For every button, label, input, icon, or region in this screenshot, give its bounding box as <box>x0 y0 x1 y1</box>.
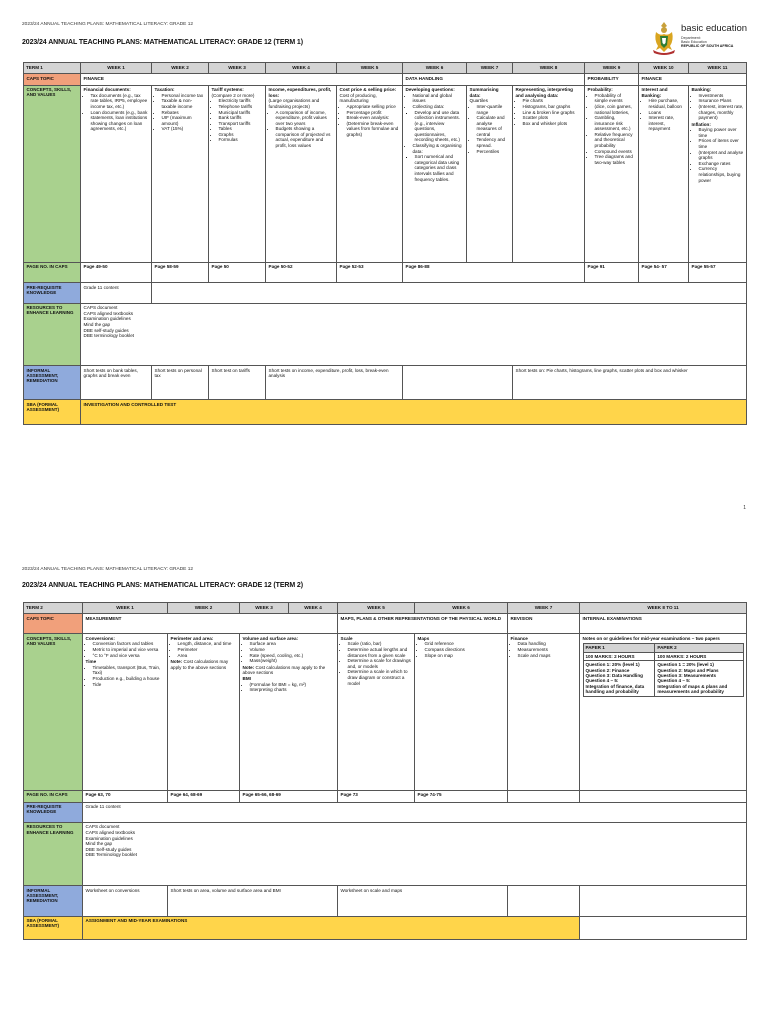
caps-topic-row-2 <box>24 614 747 634</box>
paper-2-label: PAPER 2 <box>655 644 743 652</box>
concepts-label: CONCEPTS, SKILLS, AND VALUES <box>24 85 81 262</box>
paper-1-label: PAPER 1 <box>583 644 655 652</box>
header-week-2: WEEK 2 <box>152 63 209 74</box>
page-title-2: 2023/24 ANNUAL TEACHING PLANS: MATHEMATICAL LITERACY: GRADE 12 (TERM 2) <box>22 582 303 589</box>
header-row <box>24 63 747 74</box>
page-number: 1 <box>743 505 746 511</box>
header-t2-week-5: WEEK 5 <box>338 603 415 614</box>
running-header: 2023/24 ANNUAL TEACHING PLANS: MATHEMATICAL LITERACY: GRADE 12 <box>22 22 194 27</box>
header-row-2 <box>24 603 747 614</box>
term1-table <box>23 62 747 425</box>
informal-t2-week-2-4: Short tests on area, volume and surface area and BMI <box>168 886 338 916</box>
sba-value-2: ASSIGNMENT AND MID-YEAR EXAMINATIONS <box>83 916 580 939</box>
sba-label: SBA (FORMAL ASSESSMENT) <box>24 400 81 425</box>
concepts-week-3: Tariff systems: (Compare 2 or more) • Electricity tariffs • Telephone tariffs • Municipal tariffs • Bank tariffs • Transport tariffs • Tables • Graphs • Formulas <box>209 85 266 262</box>
prereq-row-2 <box>24 802 747 822</box>
page-no-t2-week-3-4: Page 65-66, 68-69 <box>240 790 338 802</box>
prereq-value-2: Grade 11 content <box>83 802 747 822</box>
caps-topic-finance-2: FINANCE <box>639 74 747 85</box>
page-no-t2-exams <box>580 790 747 802</box>
header-t2-week-3: WEEK 3 <box>240 603 289 614</box>
header-week-6: WEEK 6 <box>403 63 467 74</box>
concepts-t2-week-6: Maps • Grid reference • Compass directions • Slope on map <box>415 634 508 790</box>
caps-topic-maps: MAPS, PLANS & OTHER REPRESENTATIONS OF THE PHYSICAL WORLD <box>338 614 508 634</box>
paper-2-marks: 100 MARKS: 2 HOURS <box>655 652 743 660</box>
page-no-week-1: Page 49-50 <box>81 262 152 283</box>
informal-week-3: Short test on tariffs <box>209 366 266 400</box>
header-t2-week-4: WEEK 4 <box>289 603 338 614</box>
header-term-2: TERM 2 <box>24 603 83 614</box>
caps-topic-finance: FINANCE <box>81 74 403 85</box>
page-no-label-2: PAGE NO. IN CAPS <box>24 790 83 802</box>
informal-week-2: Short tests on personal tax <box>152 366 209 400</box>
resources-label-2: RESOURCES TO ENHANCE LEARNING <box>24 822 83 886</box>
page-no-t2-week-2: Page 64, 68-69 <box>168 790 240 802</box>
concepts-week-6: Developing questions: • National and global issues • Collecting data: ▪ Develop and use data collection instruments. (e.g., interview questions, questionnaires, recording sheets, etc.) • Classifying & organising data: ▪ Sort numerical and categorical data using categories and class intervals tallies and frequency tables. <box>403 85 467 262</box>
concepts-week-10: Interest and Banking: • Hire purchase, residual, balloon • Loans • Interest rate, interest, repayment <box>639 85 689 262</box>
concepts-t2-week-1: Conversions: • Conversion factors and tables • Metric to imperial and vice versa • °C to °F and vice versa Time • Timetables, transport (Bus, Train, Taxi) • Production e.g., building a house • Tide <box>83 634 168 790</box>
concepts-week-5: Cost price & selling price: Cost of producing, manufacturing • Appropriate selling price • Percentage profit • Break-even analysis: • (Determine break-even values from formulae and graphs) <box>337 85 403 262</box>
coat-of-arms-icon <box>650 20 678 56</box>
term2-table <box>23 602 747 940</box>
header-week-1: WEEK 1 <box>81 63 152 74</box>
dbe-logo <box>650 18 760 62</box>
page-no-week-3: Page 50 <box>209 262 266 283</box>
page-no-t2-week-7 <box>508 790 580 802</box>
informal-label: INFORMAL ASSESSMENT, REMEDIATION <box>24 366 81 400</box>
page-term2 <box>0 560 768 1024</box>
informal-row <box>24 366 747 400</box>
concepts-t2-week-5: Scale • Scale (ratio, bar) • Determine actual lengths and distances from a given scale • Determine a scale for drawings and, or models • Determine a scale in which to draw diagram or construct a model <box>338 634 415 790</box>
caps-topic-row <box>24 74 747 85</box>
concepts-week-4: Income, expenditures, profit, loss: (Large organisations and fundraising projects) • A comparison of income, expenditure, profit values over two years • Budgets showing a comparison of projected vs actual, expenditure and profit, loss values <box>266 85 337 262</box>
informal-row-2 <box>24 886 747 916</box>
page-no-row <box>24 262 747 283</box>
logo-name: basic education <box>681 23 748 34</box>
sba-row <box>24 400 747 425</box>
prereq-blank <box>152 283 747 304</box>
sba-row-2 <box>24 916 747 939</box>
header-t2-week-7: WEEK 7 <box>508 603 580 614</box>
caps-topic-probability: PROBABILITY <box>585 74 639 85</box>
header-t2-week-6: WEEK 6 <box>415 603 508 614</box>
page-no-row-2 <box>24 790 747 802</box>
page-no-t2-week-1: Page 63, 70 <box>83 790 168 802</box>
header-week-11: WEEK 11 <box>689 63 747 74</box>
sba-value: INVESTIGATION AND CONTROLLED TEST <box>81 400 747 425</box>
concepts-label-2: CONCEPTS, SKILLS, AND VALUES <box>24 634 83 790</box>
page-no-week-10: Page 54- 57 <box>639 262 689 283</box>
concepts-t2-week-3-4: Volume and surface area: • Surface area • Volume • Rate (speed, cooling, etc.) • Mass(weight) Note: Cost calculations may apply to the above sections BMI • (Formulae for BMI = kg, m²) • Interpreting charts <box>240 634 338 790</box>
header-t2-week-8-11: WEEK 8 TO 11 <box>580 603 747 614</box>
header-t2-week-2: WEEK 2 <box>168 603 240 614</box>
resources-list: CAPS document CAPS aligned textbooks Examination guidelines Mind the gap DBE self-study guides DBE terminology booklet <box>81 303 747 366</box>
resources-list-2: CAPS document CAPS aligned textbooks Examination guidelines Mind the gap DBE Self-study guides DBE Terminology booklet <box>83 822 747 886</box>
header-term: TERM 1 <box>24 63 81 74</box>
sba-blank-2 <box>580 916 747 939</box>
caps-topic-measurement: MEASUREMENT <box>83 614 338 634</box>
caps-topic-exams: INTERNAL EXAMINATIONS <box>580 614 747 634</box>
page-title: 2023/24 ANNUAL TEACHING PLANS: MATHEMATICAL LITERACY: GRADE 12 (TERM 1) <box>22 39 303 46</box>
informal-t2-week-5-6: Worksheet on scale and maps <box>338 886 508 916</box>
informal-week-4-5: Short tests on income, expenditure, profit, loss, break-even analysis <box>266 366 403 400</box>
page-no-week-2: Page 58-59 <box>152 262 209 283</box>
concepts-week-9: Probability: • Probability of simple events • (dice, coin games, national lotteries, • Gambling, insurance risk assessment, etc.) • Relative frequency and theoretical probability • Compound events • Tree diagrams and two-way tables <box>585 85 639 262</box>
header-t2-week-1: WEEK 1 <box>83 603 168 614</box>
header-week-9: WEEK 9 <box>585 63 639 74</box>
header-week-3: WEEK 3 <box>209 63 266 74</box>
resources-row-2 <box>24 822 747 886</box>
exam-papers-table <box>583 643 744 696</box>
running-header-2: 2023/24 ANNUAL TEACHING PLANS: MATHEMATICAL LITERACY: GRADE 12 <box>22 567 194 572</box>
concepts-week-7: Summarising data: Quartiles • Inter-quartile range • Calculate and analyse measures of central • Tendency and spread. • Percentiles <box>467 85 513 262</box>
prereq-label: PRE-REQUISITE KNOWLEDGE <box>24 283 81 304</box>
informal-label-2: INFORMAL ASSESSMENT, REMEDIATION <box>24 886 83 916</box>
page-no-t2-week-5: Page 73 <box>338 790 415 802</box>
page-no-label: PAGE NO. IN CAPS <box>24 262 81 283</box>
caps-topic-label-2: CAPS TOPIC <box>24 614 83 634</box>
concepts-t2-exams: Notes on or guidelines for mid-year examinations – two papers PAPER 1 PAPER 2 100 MARKS: 2 HOURS 100 MARKS: 2 HOURS Question 1: 20% (level 1) Question 2: Finance Question 3: Data Handling Question 4 – 5: Integration of finance, data handling and probability Question 1 = 20% (level 1) Question 2: Maps and Plans Question 3: Measurements Question 4 – 5: Integration of maps & plans and measurements and probability <box>580 634 747 790</box>
logo-subtitle: Department: Basic Education REPUBLIC OF SOUTH AFRICA <box>681 36 734 49</box>
resources-row <box>24 303 747 366</box>
caps-topic-revision: REVISION <box>508 614 580 634</box>
concepts-row-2 <box>24 634 747 790</box>
paper-2-questions: Question 1 = 20% (level 1) Question 2: Maps and Plans Question 3: Measurements Question 4 – 5: Integration of maps & plans and measurements and probability <box>655 661 743 696</box>
concepts-week-1: Financial documents: • Tax documents (e.g., tax rate tables, IRP5, employee income tax, etc.) • Loan documents (e.g., bank statements, loan institutions showing changes on loan agreements, etc.) <box>81 85 152 262</box>
page-no-week-6-8: Page 86-88 <box>403 262 585 283</box>
page-no-week-9: Page 91 <box>585 262 639 283</box>
paper-1-questions: Question 1: 20% (level 1) Question 2: Finance Question 3: Data Handling Question 4 – 5: Integration of finance, data handling and probability <box>583 661 655 696</box>
concepts-t2-week-2: Perimeter and area: • Length, distance, and time • Perimeter • Area Note: Cost calculations may apply to the above sections <box>168 634 240 790</box>
header-week-4: WEEK 4 <box>266 63 337 74</box>
caps-topic-label: CAPS TOPIC <box>24 74 81 85</box>
informal-t2-week-7 <box>508 886 580 916</box>
header-week-5: WEEK 5 <box>337 63 403 74</box>
page-no-week-11: Page 55-57 <box>689 262 747 283</box>
header-week-7: WEEK 7 <box>467 63 513 74</box>
caps-topic-data-handling: DATA HANDLING <box>403 74 585 85</box>
informal-t2-week-1: Worksheet on conversions <box>83 886 168 916</box>
page-no-week-4: Page 50-52 <box>266 262 337 283</box>
header-week-8: WEEK 8 <box>513 63 585 74</box>
concepts-week-11: Banking: • Investments • Insurance Plans • (Interest, interest rate, charges, monthly payment) Inflation: • Buying power over time • Prices of items over time • (Interpret and analyse graphs • Exchange rates • Currency relationships, buying power <box>689 85 747 262</box>
header-week-10: WEEK 10 <box>639 63 689 74</box>
informal-week-6-7 <box>403 366 513 400</box>
concepts-row <box>24 85 747 262</box>
page-no-t2-week-6: Page 74-75 <box>415 790 508 802</box>
informal-week-1: Short tests on bank tables, graphs and break even <box>81 366 152 400</box>
informal-week-8-11: Short tests on: Pie charts, histograms, line graphs, scatter plots and box and whisker <box>513 366 747 400</box>
sba-label-2: SBA (FORMAL ASSESSMENT) <box>24 916 83 939</box>
concepts-t2-week-7: Finance • Data handling • Measurements • Scale and maps <box>508 634 580 790</box>
prereq-row <box>24 283 747 304</box>
informal-t2-exams <box>580 886 747 916</box>
prereq-value: Grade 11 content <box>81 283 152 304</box>
concepts-week-2: Taxation: • Personal income tax • Taxable & non-taxable income • Rebates • UIF (maximum amount) • VAT (15%) <box>152 85 209 262</box>
paper-1-marks: 100 MARKS: 2 HOURS <box>583 652 655 660</box>
resources-label: RESOURCES TO ENHANCE LEARNING <box>24 303 81 366</box>
prereq-label-2: PRE-REQUISITE KNOWLEDGE <box>24 802 83 822</box>
concepts-week-8: Representing, interpreting and analysing data: • Pie charts • Histograms, bar graphs • Line & broken line graphs • Scatter plots • Box and whisker plots <box>513 85 585 262</box>
page-no-week-5: Page 52-53 <box>337 262 403 283</box>
